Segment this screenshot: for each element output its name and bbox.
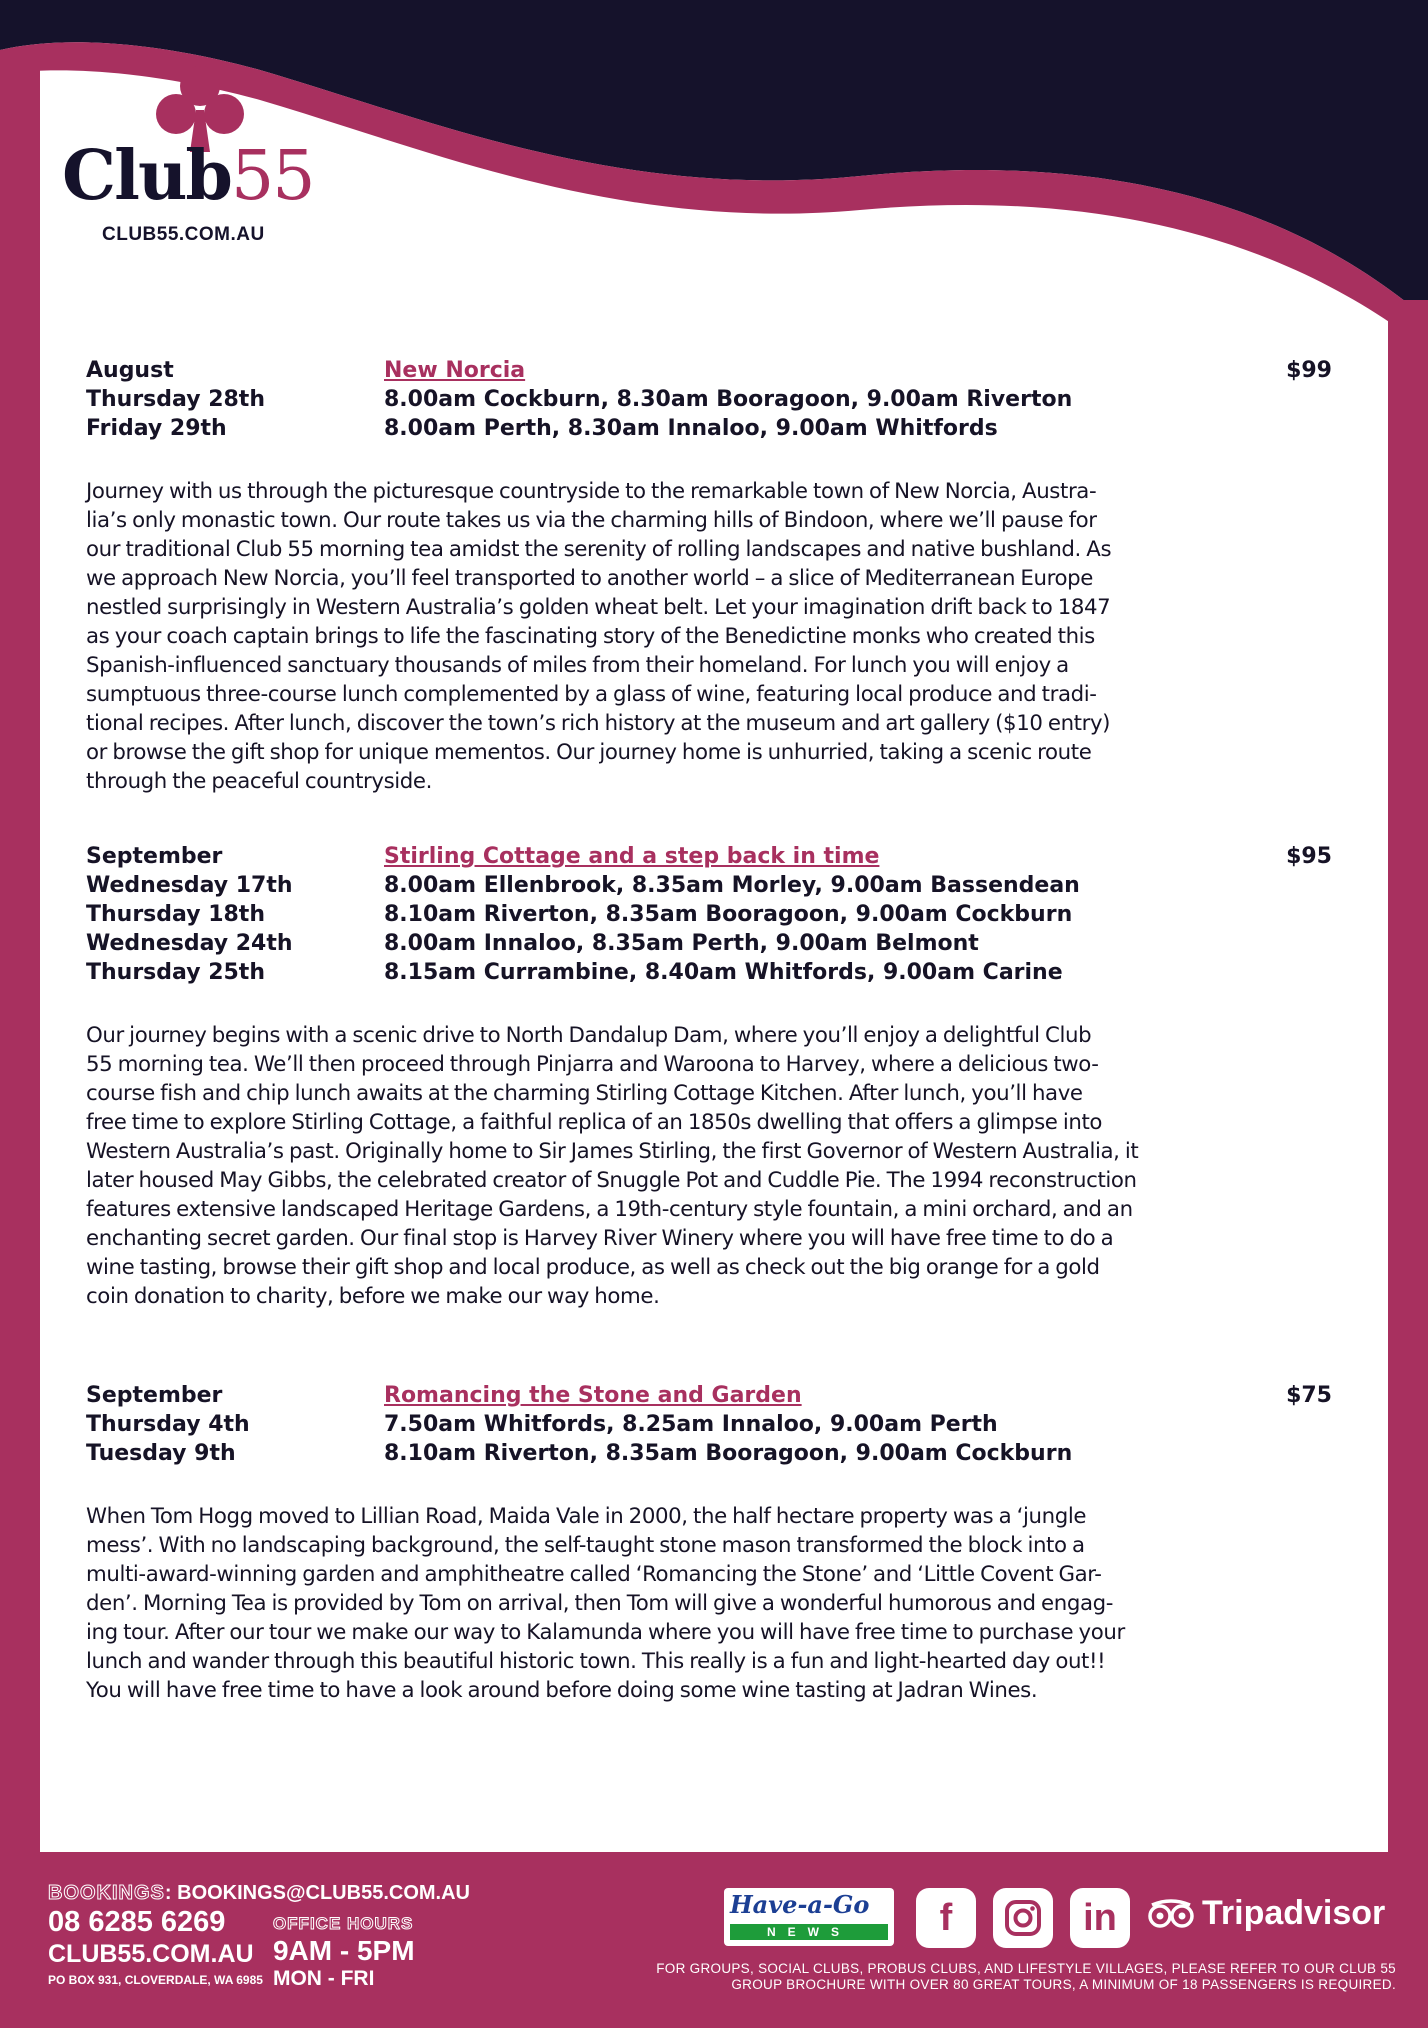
po-box: PO BOX 931, CLOVERDALE, WA 6985 [48, 1973, 263, 1987]
pickup-times: 8.00am Cockburn, 8.30am Booragoon, 9.00am Riverton [384, 387, 1073, 412]
facebook-button[interactable] [916, 1888, 976, 1948]
tour-header [86, 356, 1348, 443]
footer [0, 1852, 1428, 2028]
pickup-times: 8.00am Perth, 8.30am Innaloo, 9.00am Whitfords [384, 416, 998, 441]
office-hours [273, 1913, 415, 1991]
tour-description: Our journey begins with a scenic drive to North Dandalup Dam, where you’ll enjoy a delightful Club 55 morning tea. We’ll then proceed through Pinjarra and Waroona to Harvey, where a delicious two- course fish and chip lunch awaits at the charming Stirling Cottage Kitchen. After lunch, you’ll have free time to explore Stirling Cottage, a faithful replica of an 1850s dwelling that offers a glimpse into Western Australia’s past. Originally home to Sir James Stirling, the first Governor of Western Australia, it later housed May Gibbs, the celebrated creator of Snuggle Pot and Cuddle Pie. The 1994 reconstruction features extensive landscaped Heritage Gardens, a 19th-century style fountain, a mini orchard, and an enchanting secret garden. Our final stop is Harvey River Winery where you will have free time to do a wine tasting, browse their gift shop and local produce, as well as check out the big orange for a gold coin donation to charity, before we make our way home. [86, 1023, 1139, 1309]
facebook-icon: f [939, 1897, 953, 1939]
contact-block [48, 1882, 470, 1991]
website-link[interactable]: CLUB55.COM.AU [48, 1940, 254, 1968]
tour-month: September [86, 1383, 223, 1408]
contact-col [48, 1905, 263, 1991]
tour-title-link[interactable]: Romancing the Stone and Garden [384, 1383, 802, 1408]
tour-stirling-cottage [86, 842, 1348, 1311]
tour-new-norcia [86, 356, 1348, 796]
tour-month: August [86, 358, 174, 383]
tour-date: Tuesday 9th [86, 1441, 236, 1466]
tour-date: Thursday 28th [86, 387, 265, 412]
contact-row [48, 1905, 470, 1991]
tour-title-link[interactable]: New Norcia [384, 358, 526, 383]
bookings-line [48, 1882, 470, 1905]
linkedin-icon: in [1083, 1897, 1117, 1939]
tripadvisor-owl-icon [1148, 1899, 1194, 1929]
pickup-times: 7.50am Whitfords, 8.25am Innaloo, 9.00am Perth [384, 1412, 998, 1437]
bookings-label: BOOKINGS [48, 1882, 165, 1904]
tour-description: When Tom Hogg moved to Lillian Road, Maida Vale in 2000, the half hectare property was a ‘jungle mess’. With no landscaping background, the self-taught stone mason transformed the block into a multi-award-winning garden and amphitheatre called ‘Romancing the Stone’ and ‘Little Covent Gar- den’. Morning Tea is provided by Tom on arrival, then Tom will give a wonderful humorous and engag- ing tour. After our tour we make our way to Kalamunda where you will have free time to purchase your lunch and wander through this beautiful historic town. This really is a fun and light-hearted day out!! You will have free time to have a look around before doing some wine tasting at Jadran Wines. [86, 1504, 1125, 1703]
tour-dates [86, 356, 384, 443]
tours-list [86, 356, 1348, 1705]
tour-date: Thursday 4th [86, 1412, 250, 1437]
tripadvisor-logo[interactable] [1148, 1894, 1385, 1933]
linkedin-button[interactable] [1070, 1888, 1130, 1948]
pickup-times: 8.00am Innaloo, 8.35am Perth, 9.00am Belmont [384, 931, 979, 956]
tour-dates [86, 842, 384, 987]
tour-header [86, 842, 1348, 987]
tripadvisor-text: Tripadvisor [1202, 1894, 1386, 1932]
tour-pickups [384, 1381, 1348, 1468]
logo-wordmark: Club55 [62, 136, 314, 216]
tour-pickups [384, 356, 1348, 443]
club55-logo [62, 60, 352, 250]
office-hours-days: MON - FRI [272, 1967, 375, 1990]
bookings-email-link[interactable]: : BOOKINGS@CLUB55.COM.AU [164, 1882, 470, 1904]
tour-date: Thursday 25th [86, 960, 265, 985]
tour-description: Journey with us through the picturesque countryside to the remarkable town of New Norcia, Austra- lia’s only monastic town. Our route takes us via the charming hills of Bindoon, where we’ll pause for our traditional Club 55 morning tea amidst the serenity of rolling landscapes and native bushland. As we approach New Norcia, you’ll feel transported to another world – a slice of Mediterranean Europe nestled surprisingly in Western Australia’s golden wheat belt. Let your imagination drift back to 1847 as your coach captain brings to life the fascinating story of the Benedictine monks who created this Spanish-influenced sanctuary thousands of miles from their homeland. For lunch you will enjoy a sumptuous three-course lunch complemented by a glass of wine, featuring local produce and tradi- tional recipes. After lunch, discover the town’s rich history at the museum and art gallery ($10 entry) or browse the gift shop for unique mementos. Our journey home is unhurried, taking a scenic route through the peaceful countryside. [86, 479, 1112, 794]
tour-month: September [86, 844, 223, 869]
tour-pickups [384, 842, 1348, 987]
tour-date: Wednesday 24th [86, 931, 293, 956]
office-hours-label: OFFICE HOURS [272, 1914, 414, 1933]
logo-url: CLUB55.COM.AU [102, 224, 265, 245]
tour-header [86, 1381, 1348, 1468]
tour-date: Friday 29th [86, 416, 227, 441]
tour-dates [86, 1381, 384, 1468]
tour-price: $99 [1286, 358, 1332, 383]
instagram-icon [993, 1888, 1053, 1948]
pickup-times: 8.00am Ellenbrook, 8.35am Morley, 9.00am Bassendean [384, 873, 1080, 898]
tour-date: Thursday 18th [86, 902, 265, 927]
have-a-go-news-logo[interactable] [724, 1888, 894, 1946]
partner-logo-subtext: NEWS [730, 1924, 888, 1940]
pickup-times: 8.10am Riverton, 8.35am Booragoon, 9.00am Cockburn [384, 902, 1073, 927]
partner-logo-text: Have-a-Go [730, 1890, 870, 1919]
tour-price: $95 [1286, 844, 1332, 869]
office-hours-time: 9AM - 5PM [272, 1935, 415, 1966]
pickup-times: 8.10am Riverton, 8.35am Booragoon, 9.00am Cockburn [384, 1441, 1073, 1466]
pickup-times: 8.15am Currambine, 8.40am Whitfords, 9.00am Carine [384, 960, 1063, 985]
instagram-button[interactable] [993, 1888, 1053, 1948]
tour-date: Wednesday 17th [86, 873, 293, 898]
tour-title-link[interactable]: Stirling Cottage and a step back in time [384, 844, 880, 869]
phone-link[interactable]: 08 6285 6269 [48, 1906, 226, 1938]
tour-romancing-the-stone [86, 1381, 1348, 1705]
group-brochure-note: FOR GROUPS, SOCIAL CLUBS, PROBUS CLUBS, AND LIFESTYLE VILLAGES, PLEASE REFER TO OUR CLUB 55 GROUP BROCHURE WITH OVER 80 GREAT TOURS, A MINIMUM OF 18 PASSENGERS IS REQUIRED. [656, 1961, 1396, 1992]
tour-price: $75 [1286, 1383, 1332, 1408]
